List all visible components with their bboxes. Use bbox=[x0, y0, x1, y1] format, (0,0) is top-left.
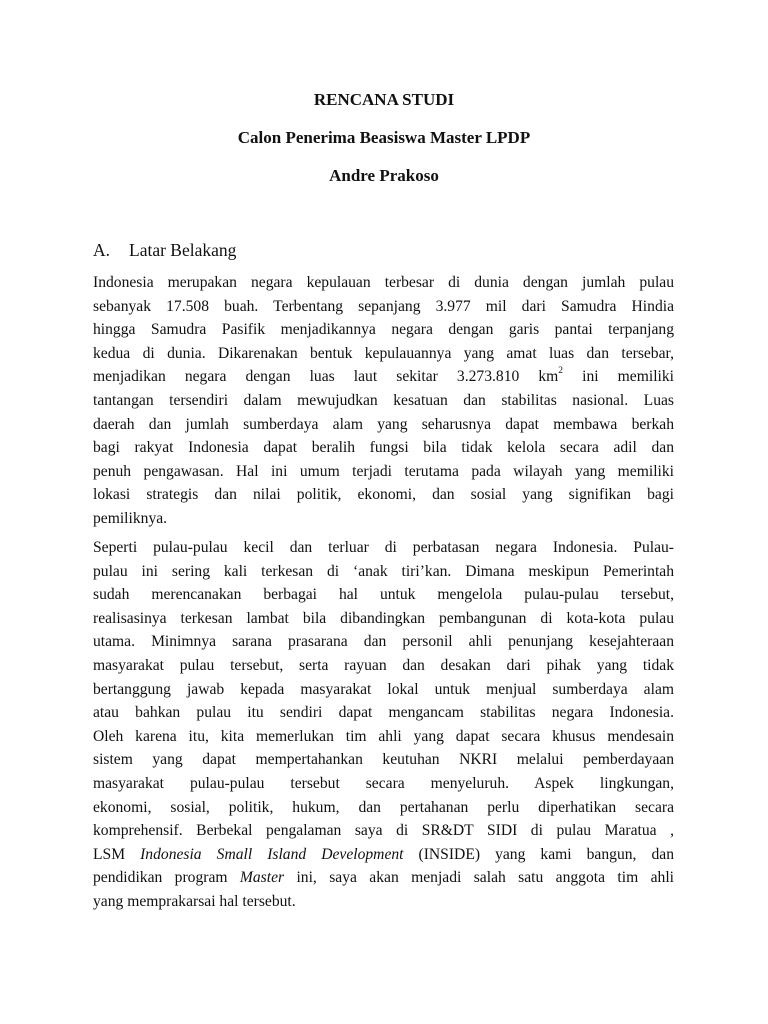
paragraph-line: utama. Minimnya sarana prasarana dan personil ahli penunjang kesejahteraan bbox=[93, 633, 674, 651]
paragraph-line: penuh pengawasan. Hal ini umum terjadi terutama pada wilayah yang memiliki bbox=[93, 462, 674, 480]
line-text: ini, saya akan menjadi salah satu anggota tim ahli bbox=[284, 869, 674, 887]
paragraph-line: masyarakat pulau-pulau tersebut secara menyeluruh. Aspek lingkungan, bbox=[93, 774, 674, 792]
paragraph-line: atau bahkan pulau itu sendiri dapat mengancam stabilitas negara Indonesia. bbox=[93, 704, 674, 722]
superscript-2: 2 bbox=[558, 366, 564, 377]
paragraph-line: sudah merencanakan berbagai hal untuk mengelola pulau-pulau tersebut, bbox=[93, 586, 674, 604]
paragraph-line: bertanggung jawab kepada masyarakat lokal untuk menjual sumberdaya alam bbox=[93, 680, 674, 698]
paragraph-line bbox=[93, 365, 674, 389]
italic-text: Master bbox=[239, 869, 285, 887]
italic-text: Indonesia Small Island Development bbox=[140, 845, 404, 863]
paragraph-line: Oleh karena itu, kita memerlukan tim ahli yang dapat secara khusus mendesain bbox=[93, 727, 674, 745]
section-title: Latar Belakang bbox=[129, 240, 237, 260]
paragraph-1 bbox=[93, 271, 674, 531]
paragraph-line bbox=[93, 866, 674, 890]
line-text: LSM bbox=[93, 845, 141, 863]
line-text: (INSIDE) yang kami bangun, dan bbox=[403, 845, 674, 863]
paragraph-2 bbox=[93, 536, 674, 914]
document-author: Andre Prakoso bbox=[329, 166, 439, 185]
paragraph-line: komprehensif. Berbekal pengalaman saya di SR&DT SIDI di pulau Maratua , bbox=[93, 822, 674, 840]
section-heading bbox=[93, 238, 236, 262]
document-title: RENCANA STUDI bbox=[313, 90, 455, 109]
paragraph-line: yang memprakarsai hal tersebut. bbox=[93, 892, 296, 910]
paragraph-line: sebanyak 17.508 buah. Terbentang sepanjang 3.977 mil dari Samudra Hindia bbox=[93, 297, 674, 315]
line-text: pendidikan program bbox=[93, 869, 240, 887]
paragraph-line: Seperti pulau-pulau kecil dan terluar di perbatasan negara Indonesia. Pulau- bbox=[93, 539, 674, 556]
line-text: ini memiliki bbox=[563, 368, 674, 386]
paragraph-line: sistem yang dapat mempertahankan keutuhan NKRI melalui pemberdayaan bbox=[93, 751, 674, 769]
paragraph-line: masyarakat pulau tersebut, serta rayuan dan desakan dari pihak yang tidak bbox=[93, 656, 674, 674]
document-subtitle: Calon Penerima Beasiswa Master LPDP bbox=[237, 128, 531, 147]
paragraph-line: bagi rakyat Indonesia dapat beralih fungsi bila tidak kelola secara adil dan bbox=[93, 439, 674, 457]
line-text: menjadikan negara dengan luas laut sekitar 3.273.810 km bbox=[93, 368, 559, 386]
paragraph-line: daerah dan jumlah sumberdaya alam yang seharusnya dapat membawa berkah bbox=[93, 415, 674, 433]
paragraph-line: pulau ini sering kali terkesan di ‘anak tiri’kan. Dimana meskipun Pemerintah bbox=[93, 562, 674, 580]
paragraph-line: pemiliknya. bbox=[93, 509, 168, 527]
paragraph-line: Indonesia merupakan negara kepulauan terbesar di dunia dengan jumlah pulau bbox=[93, 274, 674, 291]
paragraph-line: realisasinya terkesan lambat bila dibandingkan pembangunan di kota-kota pulau bbox=[93, 609, 674, 627]
section-letter: A. bbox=[93, 240, 111, 260]
paragraph-line: hingga Samudra Pasifik menjadikannya negara dengan garis pantai terpanjang bbox=[93, 321, 674, 339]
paragraph-line: lokasi strategis dan nilai politik, ekonomi, dan sosial yang signifikan bagi bbox=[93, 486, 674, 504]
paragraph-line: ekonomi, sosial, politik, hukum, dan pertahanan perlu diperhatikan secara bbox=[93, 798, 674, 816]
paragraph-line bbox=[93, 843, 674, 867]
paragraph-line: kedua di dunia. Dikarenakan bentuk kepulauannya yang amat luas dan tersebar, bbox=[93, 344, 674, 362]
paragraph-line: tantangan tersendiri dalam mewujudkan kesatuan dan stabilitas nasional. Luas bbox=[93, 391, 674, 409]
